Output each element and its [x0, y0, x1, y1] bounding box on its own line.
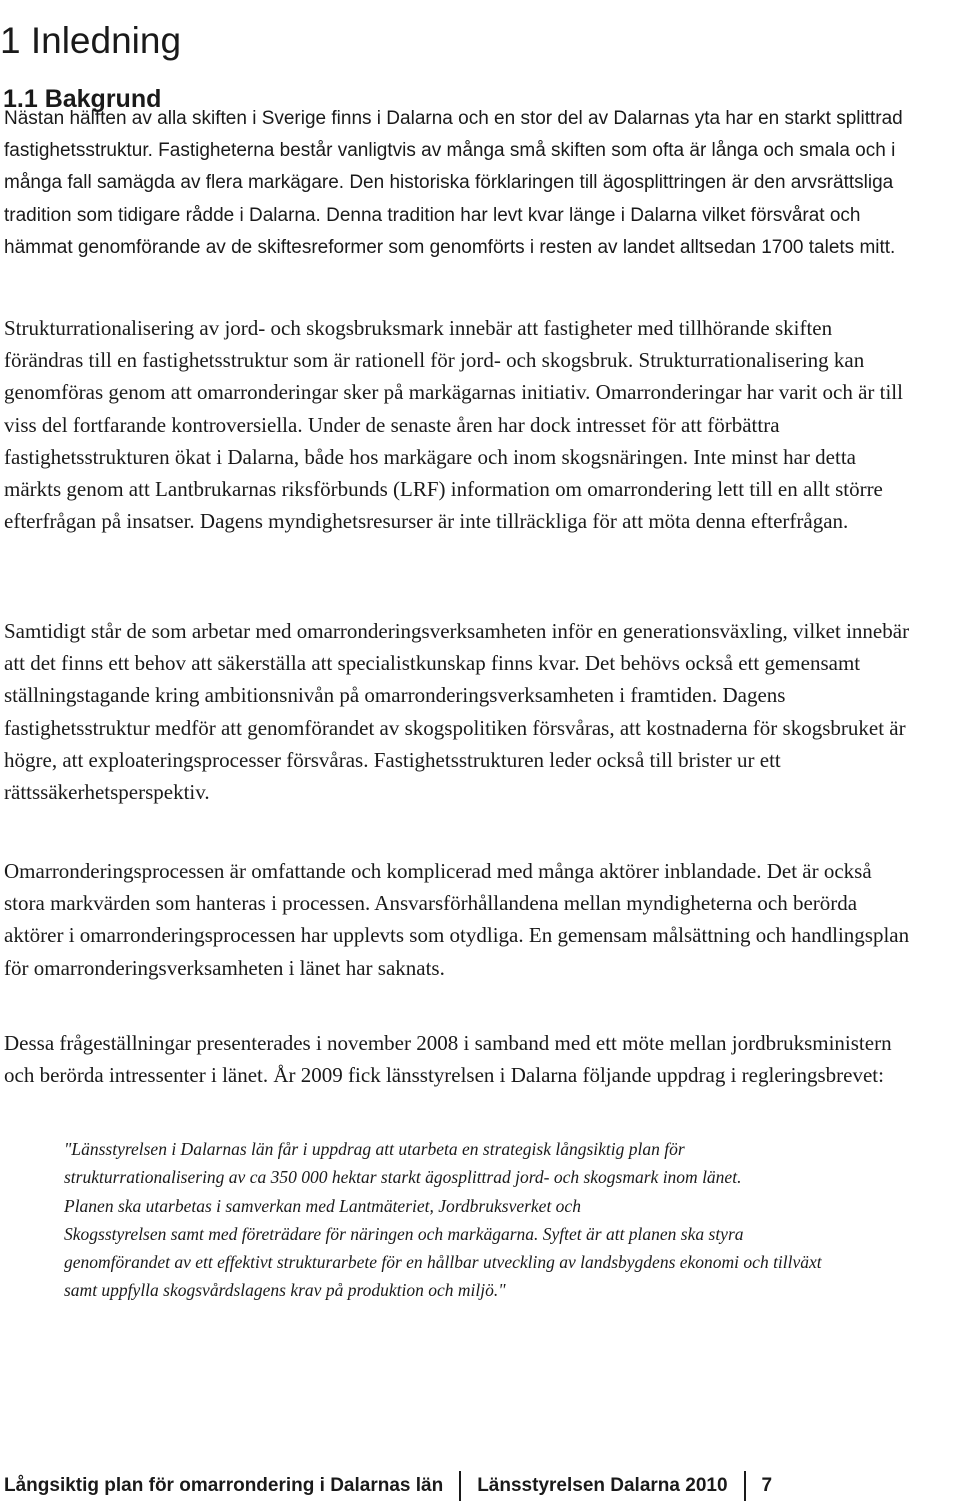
paragraph-assignment: Dessa frågeställningar presenterades i november 2008 i samband med ett möte mellan jordbruksministern och berörda intressenter i länet. År 2009 fick länsstyrelsen i Dalarna följande uppdrag i regleringsbrevet:: [4, 1031, 892, 1088]
footer-divider: [459, 1471, 461, 1501]
quote-line: Skogsstyrelsen samt med företrädare för näringen och markägarna. Syftet är att planen ska styra: [64, 1223, 744, 1244]
quote-line: strukturrationalisering av ca 350 000 hektar starkt ägosplittrad jord- och skogsmark inom länet.: [64, 1167, 742, 1188]
quote-line: "Länsstyrelsen i Dalarnas län får i uppdrag att utarbeta en strategisk långsiktig plan för: [64, 1139, 685, 1159]
paragraph-generational-change: Samtidigt står de som arbetar med omarronderingsverksamheten inför en generationsväxling, vilket innebär att det finns ett behov att säkerställa att specialistkunskap finns kvar. Det behövs också ett gemensamt ställningstagande kring ambitionsnivån på omarronderingsverksamheten i framtiden. Dagens fastighetsstruktur medför att genomförandet av skogspolitiken försvåras, att kostnaderna för skogsbruket är högre, att exploateringsprocesser försvåras. Fastighetsstrukturen leder också till brister ur ett rättssäkerhetsperspektiv.: [4, 619, 910, 805]
paragraph-process: Omarronderingsprocessen är omfattande och komplicerad med många aktörer inblandade. Det är också stora markvärden som hanteras i processen. Ansvarsförhållandena mellan myndigheterna och berörda aktörer i omarronderingsprocessen har upplevts som otydliga. En gemensam målsättning och handlingsplan för omarronderingsverksamheten i länet har saknats.: [4, 859, 910, 980]
quote-line: samt uppfylla skogsvårdslagens krav på produktion och miljö.": [64, 1280, 506, 1301]
footer-title: Långsiktig plan för omarrondering i Dalarnas län: [4, 1475, 444, 1496]
quote-line: Planen ska utarbetas i samverkan med Lantmäteriet, Jordbruksverket och: [64, 1195, 581, 1216]
chapter-heading: 1 Inledning: [0, 19, 182, 61]
section-heading: 1.1 Bakgrund: [3, 84, 162, 113]
paragraph-structural-rationalization: Strukturrationalisering av jord- och skogsbruksmark innebär att fastigheter med tillhörande skiften förändras till en fastighetsstruktur som är rationell för jord- och skogsbruk. Strukturrationalisering kan genomföras genom att omarronderingar sker på markägarnas initiativ. Omarronderingar har varit och är till viss del fortfarande kontroversiella. Under de senaste åren har dock intresset för att förbättra fastighetsstrukturen ökat i Dalarna, både hos markägare och inom skogsnäringen. Inte minst har detta märkts genom att Lantbrukarnas riksförbunds (LRF) information om omarrondering lett till en allt större efterfrågan på insatser. Dagens myndighetsresurser är inte tillräckliga för att möta denna efterfrågan.: [4, 316, 903, 534]
paragraph-background: Nästan hälften av alla skiften i Sverige finns i Dalarna och en stor del av Dalarnas yta har en starkt splittrad fastighetsstruktur. Fastigheterna består vanligtvis av många små skiften som ofta är långa och smala och i många fall samägda av flera markägare. Den historiska förklaringen till ägosplittringen är den arvsrättsliga tradition som tidigare rådde i Dalarna. Denna tradition har levt kvar länge i Dalarna vilket försvårat och hämmat genomförande av de skiftesreformer som genomförts i resten av landet alltsedan 1700 talets mitt.: [4, 108, 903, 258]
regulation-quote: [64, 1135, 954, 1305]
page-footer: [4, 1471, 772, 1501]
quote-line: genomförandet av ett effektivt strukturarbete för en hållbar utveckling av landsbygdens ekonomi och tillväxt: [64, 1252, 822, 1273]
footer-page-number: 7: [761, 1475, 773, 1496]
footer-organization: Länsstyrelsen Dalarna 2010: [477, 1475, 728, 1496]
footer-divider: [744, 1471, 746, 1501]
